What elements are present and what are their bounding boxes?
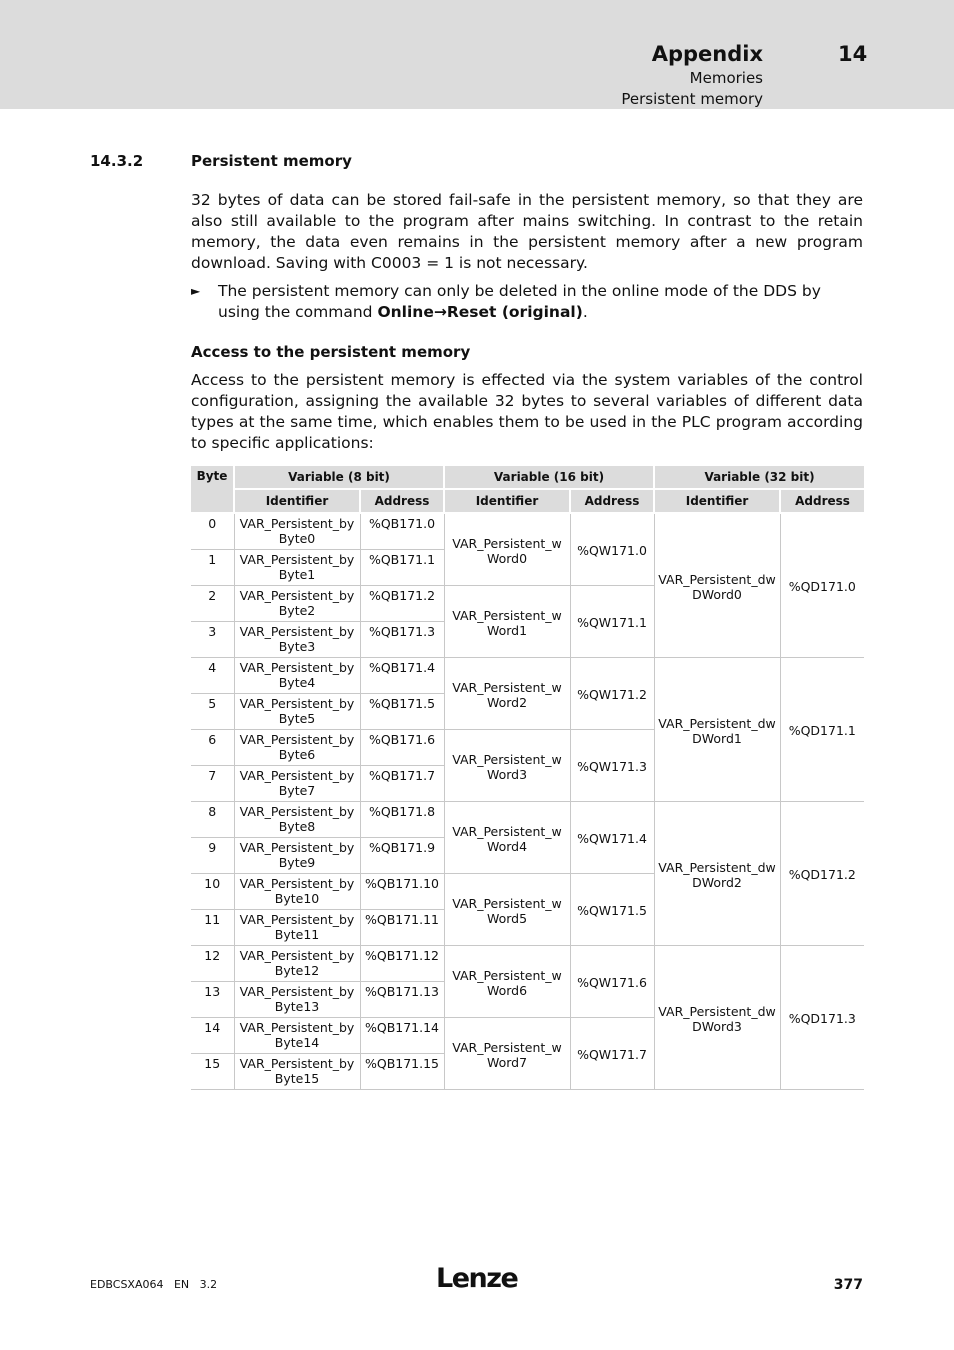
byte-identifier-cell xyxy=(234,550,360,586)
byte-number: 9 xyxy=(208,840,217,855)
table-row xyxy=(191,513,864,550)
byte-address: %QB171.2 xyxy=(368,588,436,603)
byte-cell xyxy=(191,946,234,982)
identifier-line-2: Word7 xyxy=(486,1054,528,1070)
word-address-cell xyxy=(570,658,654,730)
identifier-line-1: VAR_Persistent_by xyxy=(239,732,355,747)
identifier-line-1: VAR_Persistent_w xyxy=(452,967,562,983)
identifier-line-2: Byte6 xyxy=(278,747,316,762)
dword-address-cell xyxy=(780,513,864,658)
byte-identifier-cell xyxy=(234,766,360,802)
word-address: %QW171.0 xyxy=(577,543,647,558)
byte-address: %QB171.0 xyxy=(368,516,436,531)
byte-number: 3 xyxy=(208,624,217,639)
identifier-line-2: Word2 xyxy=(486,694,528,710)
byte-number: 12 xyxy=(204,948,221,963)
identifier-line-2: Byte14 xyxy=(274,1035,320,1050)
byte-cell xyxy=(191,1018,234,1054)
byte-number: 0 xyxy=(208,516,217,531)
identifier-line-2: Byte12 xyxy=(274,963,320,978)
byte-cell xyxy=(191,694,234,730)
identifier-line-1: VAR_Persistent_w xyxy=(452,1039,562,1055)
word-address: %QW171.6 xyxy=(577,975,647,990)
byte-identifier-cell xyxy=(234,730,360,766)
byte-number: 5 xyxy=(208,696,217,711)
byte-cell xyxy=(191,622,234,658)
identifier-line-2: Byte1 xyxy=(278,567,316,582)
identifier-line-1: VAR_Persistent_by xyxy=(239,768,355,783)
identifier-line-1: VAR_Persistent_dw xyxy=(658,859,776,875)
byte-identifier-cell xyxy=(234,1054,360,1090)
word-address: %QW171.7 xyxy=(577,1047,647,1062)
byte-address-cell xyxy=(360,874,444,910)
header-subtitle-1: Memories xyxy=(689,69,763,87)
byte-cell xyxy=(191,838,234,874)
byte-identifier-cell xyxy=(234,838,360,874)
identifier-line-2: Byte9 xyxy=(278,855,316,870)
byte-address: %QB171.9 xyxy=(368,840,436,855)
identifier-line-1: VAR_Persistent_by xyxy=(239,588,355,603)
word-identifier-cell xyxy=(444,802,570,874)
identifier-line-2: Byte8 xyxy=(278,819,316,834)
byte-identifier-cell xyxy=(234,982,360,1018)
identifier-header: Identifier xyxy=(234,489,360,513)
byte-address: %QB171.15 xyxy=(364,1056,440,1071)
byte-identifier-cell xyxy=(234,946,360,982)
identifier-line-2: Byte4 xyxy=(278,675,316,690)
word-address: %QW171.5 xyxy=(577,903,647,918)
identifier-line-2: Word5 xyxy=(486,910,528,926)
byte-column-header: Byte xyxy=(191,466,234,513)
identifier-line-1: VAR_Persistent_by xyxy=(239,840,355,855)
identifier-line-1: VAR_Persistent_dw xyxy=(658,571,776,587)
dword-identifier-cell xyxy=(654,658,780,802)
byte-address: %QB171.8 xyxy=(368,804,436,819)
byte-address: %QB171.1 xyxy=(368,552,436,567)
byte-identifier-cell xyxy=(234,910,360,946)
word-identifier-cell xyxy=(444,586,570,658)
document-id: EDBCSXA064 EN 3.2 xyxy=(90,1278,218,1291)
byte-identifier-cell xyxy=(234,1018,360,1054)
byte-number: 2 xyxy=(208,588,217,603)
identifier-line-1: VAR_Persistent_by xyxy=(239,1020,355,1035)
word-address-cell xyxy=(570,730,654,802)
subheading: Access to the persistent memory xyxy=(191,343,471,361)
byte-identifier-cell xyxy=(234,622,360,658)
byte-cell xyxy=(191,802,234,838)
bullet-text xyxy=(218,281,863,323)
dword-address: %QD171.1 xyxy=(788,723,856,738)
identifier-line-2: Byte5 xyxy=(278,711,316,726)
byte-number: 11 xyxy=(204,912,221,927)
dword-address-cell xyxy=(780,658,864,802)
byte-address-cell xyxy=(360,910,444,946)
dword-identifier-cell xyxy=(654,802,780,946)
bullet-command: Online→Reset (original) xyxy=(377,303,583,321)
dword-address: %QD171.0 xyxy=(788,579,856,594)
dword-address: %QD171.3 xyxy=(788,1011,856,1026)
byte-identifier-cell xyxy=(234,513,360,550)
identifier-line-1: VAR_Persistent_by xyxy=(239,516,355,531)
identifier-line-2: Word6 xyxy=(486,982,528,998)
byte-cell xyxy=(191,730,234,766)
identifier-line-2: Byte2 xyxy=(278,603,316,618)
identifier-line-2: Byte11 xyxy=(274,927,320,942)
byte-number: 7 xyxy=(208,768,217,783)
var32-header: Variable (32 bit) xyxy=(654,466,864,489)
word-identifier-cell xyxy=(444,730,570,802)
word-address: %QW171.2 xyxy=(577,687,647,702)
header-subtitle-2: Persistent memory xyxy=(621,90,763,108)
byte-number: 10 xyxy=(204,876,221,891)
chapter-title: Appendix xyxy=(651,42,763,66)
table-row xyxy=(191,658,864,694)
var8-header: Variable (8 bit) xyxy=(234,466,444,489)
word-identifier-cell xyxy=(444,874,570,946)
access-paragraph: Access to the persistent memory is effected via the system variables of the control configuration, assigning the available 32 bytes to several variables of different data types at the same time, which enables them to be used in the PLC program according to specific applications: xyxy=(191,371,863,452)
identifier-line-2: Word0 xyxy=(486,550,528,566)
var16-header: Variable (16 bit) xyxy=(444,466,654,489)
identifier-line-2: Byte15 xyxy=(274,1071,320,1086)
byte-number: 4 xyxy=(208,660,217,675)
identifier-line-1: VAR_Persistent_by xyxy=(239,660,355,675)
byte-address: %QB171.13 xyxy=(364,984,440,999)
persistent-memory-table xyxy=(191,466,864,1090)
word-address-cell xyxy=(570,1018,654,1090)
byte-cell xyxy=(191,982,234,1018)
byte-identifier-cell xyxy=(234,802,360,838)
byte-address: %QB171.4 xyxy=(368,660,436,675)
byte-cell xyxy=(191,550,234,586)
identifier-line-1: VAR_Persistent_by xyxy=(239,696,355,711)
identifier-line-1: VAR_Persistent_w xyxy=(452,751,562,767)
byte-address-cell xyxy=(360,946,444,982)
byte-address-cell xyxy=(360,1018,444,1054)
word-address: %QW171.1 xyxy=(577,615,647,630)
identifier-line-2: DWord3 xyxy=(692,1018,742,1034)
chapter-number: 14 xyxy=(838,42,868,66)
identifier-line-1: VAR_Persistent_by xyxy=(239,876,355,891)
header-band xyxy=(0,0,954,109)
byte-number: 13 xyxy=(204,984,221,999)
byte-cell xyxy=(191,766,234,802)
identifier-line-2: Byte7 xyxy=(278,783,316,798)
identifier-line-1: VAR_Persistent_w xyxy=(452,679,562,695)
byte-address-cell xyxy=(360,730,444,766)
dword-identifier-cell xyxy=(654,946,780,1090)
byte-address: %QB171.7 xyxy=(368,768,436,783)
byte-cell xyxy=(191,658,234,694)
byte-address: %QB171.3 xyxy=(368,624,436,639)
word-identifier-cell xyxy=(444,513,570,586)
identifier-line-2: Byte13 xyxy=(274,999,320,1014)
identifier-line-2: Word1 xyxy=(486,622,528,638)
identifier-line-1: VAR_Persistent_by xyxy=(239,948,355,963)
address-header: Address xyxy=(780,489,864,513)
byte-cell xyxy=(191,910,234,946)
byte-address-cell xyxy=(360,622,444,658)
address-header: Address xyxy=(360,489,444,513)
page-number: 377 xyxy=(833,1277,863,1293)
byte-address-cell xyxy=(360,982,444,1018)
identifier-line-1: VAR_Persistent_by xyxy=(239,1056,355,1071)
word-address-cell xyxy=(570,513,654,586)
dword-address: %QD171.2 xyxy=(788,867,856,882)
byte-number: 6 xyxy=(208,732,217,747)
byte-cell xyxy=(191,513,234,550)
byte-number: 1 xyxy=(208,552,217,567)
byte-address-cell xyxy=(360,586,444,622)
identifier-line-1: VAR_Persistent_dw xyxy=(658,715,776,731)
identifier-line-2: Byte0 xyxy=(278,531,316,546)
dword-identifier-cell xyxy=(654,513,780,658)
byte-address: %QB171.6 xyxy=(368,732,436,747)
identifier-line-1: VAR_Persistent_by xyxy=(239,552,355,567)
byte-cell xyxy=(191,1054,234,1090)
byte-address: %QB171.5 xyxy=(368,696,436,711)
identifier-line-1: VAR_Persistent_by xyxy=(239,804,355,819)
identifier-line-1: VAR_Persistent_w xyxy=(452,823,562,839)
identifier-line-2: DWord0 xyxy=(692,586,742,602)
identifier-line-1: VAR_Persistent_w xyxy=(452,535,562,551)
identifier-header: Identifier xyxy=(654,489,780,513)
byte-number: 8 xyxy=(208,804,217,819)
byte-identifier-cell xyxy=(234,658,360,694)
byte-identifier-cell xyxy=(234,586,360,622)
byte-number: 15 xyxy=(204,1056,221,1071)
byte-address-cell xyxy=(360,658,444,694)
identifier-line-2: Word4 xyxy=(486,838,528,854)
identifier-line-2: DWord2 xyxy=(692,874,742,890)
word-address-cell xyxy=(570,586,654,658)
address-header: Address xyxy=(570,489,654,513)
dword-address-cell xyxy=(780,946,864,1090)
identifier-line-1: VAR_Persistent_w xyxy=(452,607,562,623)
word-address-cell xyxy=(570,946,654,1018)
dword-address-cell xyxy=(780,802,864,946)
identifier-line-1: VAR_Persistent_by xyxy=(239,624,355,639)
byte-address: %QB171.11 xyxy=(364,912,440,927)
section-title: Persistent memory xyxy=(191,152,352,170)
identifier-line-2: Word3 xyxy=(486,766,528,782)
table-row xyxy=(191,802,864,838)
word-address: %QW171.3 xyxy=(577,759,647,774)
word-identifier-cell xyxy=(444,946,570,1018)
byte-address: %QB171.12 xyxy=(364,948,440,963)
byte-address: %QB171.10 xyxy=(364,876,440,891)
intro-paragraph: 32 bytes of data can be stored fail-safe in the persistent memory, so that they are also still available to the program after mains switching. In contrast to the retain memory, the data even remains in the persistent memory after a new program download. Saving with C0003 = 1 is not necessary. xyxy=(191,191,863,272)
word-address-cell xyxy=(570,802,654,874)
bullet-text-end: . xyxy=(582,303,588,321)
byte-address-cell xyxy=(360,694,444,730)
identifier-line-1: VAR_Persistent_w xyxy=(452,895,562,911)
byte-identifier-cell xyxy=(234,694,360,730)
triangle-bullet-icon: ► xyxy=(191,284,201,298)
byte-address-cell xyxy=(360,766,444,802)
word-address: %QW171.4 xyxy=(577,831,647,846)
lenze-logo: Lenze xyxy=(436,1263,518,1294)
bullet-text-start: The persistent memory can only be deleted in the online mode of the DDS by using the command xyxy=(218,282,821,321)
word-address-cell xyxy=(570,874,654,946)
identifier-line-1: VAR_Persistent_dw xyxy=(658,1003,776,1019)
identifier-line-1: VAR_Persistent_by xyxy=(239,984,355,999)
identifier-line-2: DWord1 xyxy=(692,730,742,746)
table-row xyxy=(191,946,864,982)
word-identifier-cell xyxy=(444,658,570,730)
byte-identifier-cell xyxy=(234,874,360,910)
byte-address-cell xyxy=(360,802,444,838)
word-identifier-cell xyxy=(444,1018,570,1090)
byte-address-cell xyxy=(360,550,444,586)
byte-address-cell xyxy=(360,838,444,874)
byte-cell xyxy=(191,586,234,622)
byte-address-cell xyxy=(360,1054,444,1090)
identifier-line-1: VAR_Persistent_by xyxy=(239,912,355,927)
identifier-line-2: Byte3 xyxy=(278,639,316,654)
identifier-header: Identifier xyxy=(444,489,570,513)
identifier-line-2: Byte10 xyxy=(274,891,320,906)
byte-number: 14 xyxy=(204,1020,221,1035)
section-number: 14.3.2 xyxy=(90,152,144,170)
byte-cell xyxy=(191,874,234,910)
byte-address-cell xyxy=(360,513,444,550)
byte-address: %QB171.14 xyxy=(364,1020,440,1035)
